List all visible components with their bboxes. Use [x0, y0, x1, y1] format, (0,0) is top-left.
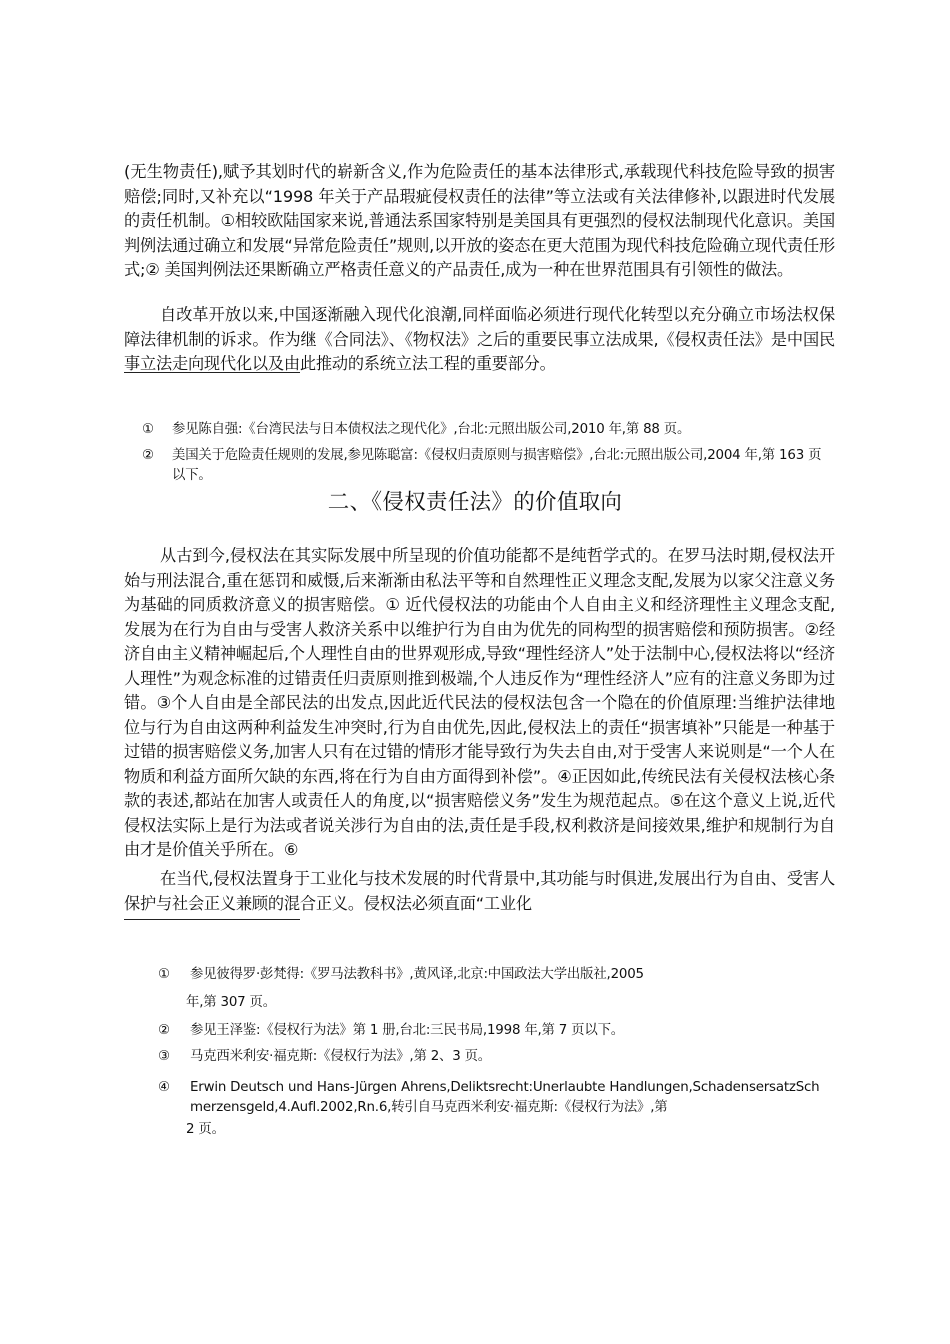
footnote-text: 马克西米利安·福克斯:《侵权行为法》,第 2、3 页。 [190, 1049, 491, 1064]
body-paragraph-4: 在当代,侵权法置身于工业化与技术发展的时代背景中,其功能与时俱进,发展出行为自由、受害人保护与社会正义兼顾的混合正义。侵权法必须直面“工业化 [124, 869, 835, 913]
body-paragraph-3: 从古到今,侵权法在其实际发展中所呈现的价值功能都不是纯哲学式的。在罗马法时期,侵权法开始与刑法混合,重在惩罚和威慑,后来渐渐由私法平等和自然理性正义理念支配,发展为以家父注意义务为基础的同质救济意义的损害赔偿。① 近代侵权法的功能由个人自由主义和经济理性主义理念支配,发展为在行为自由与受害人救济关系中以维护行为自由为优先的同构型的损害赔偿和预防损害。②经济自由主义精神崛起后,个人理性自由的世界观形成,导致“理性经济人”处于法制中心,侵权法将以“经济人理性”为观念标准的过错责任归责原则推到极端,个人违反作为“理性经济人”应有的注意义务即为过错。③个人自由是全部民法的出发点,因此近代民法的侵权法包含一个隐在的价值原理:当维护法律地位与行为自由这两种利益发生冲突时,行为自由优先,因此,侵权法上的责任“损害填补”只能是一种基于过错的损害赔偿义务,加害人只有在过错的情形才能导致行为失去自由,对于受害人来说则是“一个人在物质和利益方面所欠缺的东西,将在行为自由方面得到补偿”。④正因如此,传统民法有关侵权法核心条款的表述,都站在加害人或责任人的角度,以“损害赔偿义务”发生为规范起点。⑤在这个意义上说,近代侵权法实际上是行为法或者说关涉行为自由的法,责任是手段,权利救济是间接效果,维护和规制行为自由才是价值关乎所在。⑥ [124, 546, 835, 859]
footnote-text: 参见陈自强:《台湾民法与日本债权法之现代化》,台北:元照出版公司,2010 年,第 88 页。 [172, 422, 691, 437]
footnote-item [142, 420, 822, 440]
footnote-text: Erwin Deutsch und Hans-Jürgen Ahrens,Deliktsrecht:Unerlaubte Handlungen,SchadensersatzSchmerzensgeld,4.Aufl.2002,Rn.6,转引自马克西米利安·福克斯:《侵权行为法》,第 [190, 1080, 820, 1115]
footnote-separator [124, 372, 300, 373]
footnote-continuation: 年,第 307 页。 [186, 995, 276, 1010]
footnote-continuation: 2 页。 [186, 1122, 225, 1137]
footnote-mark: ② [158, 1023, 170, 1038]
footnote-item [158, 1047, 818, 1067]
footnote-mark: ① [158, 967, 170, 982]
section-heading: 二、《侵权责任法》的价值取向 [327, 490, 623, 515]
footnote-mark: ④ [158, 1080, 170, 1095]
body-paragraph-2: 自改革开放以来,中国逐渐融入现代化浪潮,同样面临必须进行现代化转型以充分确立市场法权保障法律机制的诉求。作为继《合同法》、《物权法》之后的重要民事立法成果,《侵权责任法》是中国民事立法走向现代化以及由此推动的系统立法工程的重要部分。 [124, 305, 835, 373]
footnote-mark: ② [142, 448, 154, 463]
footnote-mark: ① [142, 422, 154, 437]
footnote-item [142, 446, 822, 486]
footnote-text: 参见彼得罗·彭梵得:《罗马法教科书》,黄风译,北京:中国政法大学出版社,2005 [190, 967, 644, 982]
footnote-text: 参见王泽鉴:《侵权行为法》第 1 册,台北:三民书局,1998 年,第 7 页以下。 [190, 1023, 624, 1038]
footnote-mark: ③ [158, 1049, 170, 1064]
footnote-item [158, 1021, 818, 1041]
body-paragraph-1: (无生物责任),赋予其划时代的崭新含义,作为危险责任的基本法律形式,承载现代科技危险导致的损害赔偿;同时,又补充以“1998 年关于产品瑕疵侵权责任的法律”等立法或有关法律修补,以跟进时代发展的责任机制。①相较欧陆国家来说,普通法系国家特别是美国具有更强烈的侵权法制现代化意识。美国判例法通过确立和发展“异常危险责任”规则,以开放的姿态在更大范围为现代科技危险确立现代责任形式;② 美国判例法还果断确立严格责任意义的产品责任,成为一种在世界范围具有引领性的做法。 [124, 162, 835, 279]
footnote-item [158, 965, 818, 1013]
footnote-item [158, 1078, 830, 1140]
footnote-text: 美国关于危险责任规则的发展,参见陈聪富:《侵权归责原则与损害赔偿》,台北:元照出版公司,2004 年,第 163 页以下。 [172, 448, 822, 483]
footnote-separator [124, 919, 300, 920]
